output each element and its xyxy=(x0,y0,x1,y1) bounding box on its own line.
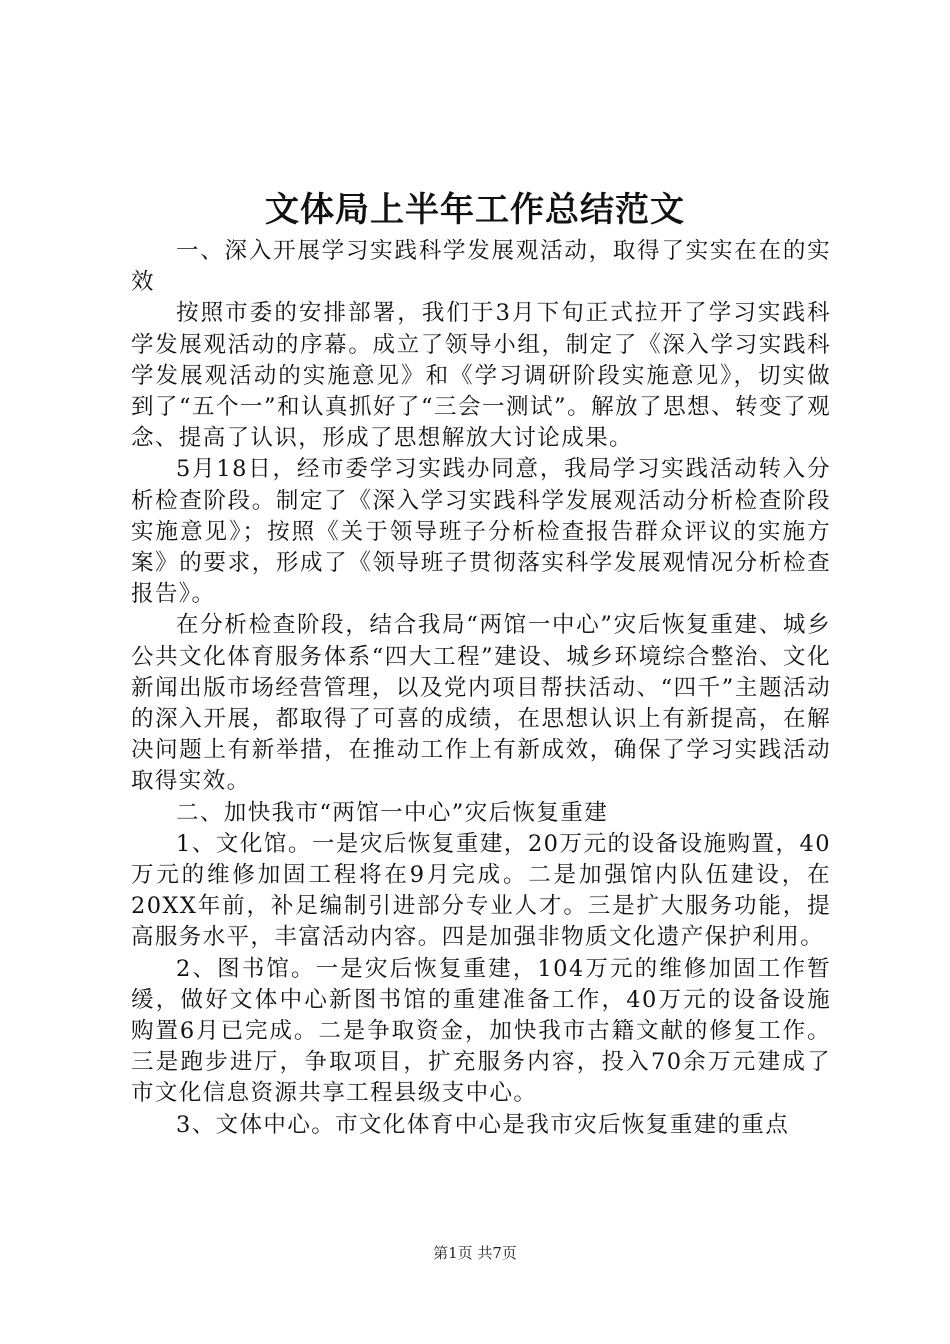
heading-section-1: 一、深入开展学习实践科学发展观活动，取得了实实在在的实效 xyxy=(131,238,831,296)
document-body xyxy=(131,236,831,1141)
paragraph: 在分析检查阶段，结合我局“两馆一中心”灾后恢复重建、城乡公共文化体育服务体系“四大工程”建设、城乡环境综合整治、文化新闻出版市场经营管理，以及党内项目帮扶活动、“四千”主题活动的深入开展，都取得了可喜的成绩，在思想认识上有新提高，在解决问题上有新举措，在推动工作上有新成效，确保了学习实践活动取得实效。 xyxy=(131,612,831,795)
paragraph: 1、文化馆。一是灾后恢复重建，20万元的设备设施购置，40万元的维修加固工程将在9月完成。二是加强馆内队伍建设，在20XX年前，补足编制引进部分专业人才。三是扩大服务功能，提高服务水平，丰富活动内容。四是加强非物质文化遗产保护利用。 xyxy=(131,830,831,951)
paragraph: 按照市委的安排部署，我们于3月下旬正式拉开了学习实践科学发展观活动的序幕。成立了领导小组，制定了《深入学习实践科学发展观活动的实施意见》和《学习调研阶段实施意见》，切实做到了“五个一”和认真抓好了“三会一测试”。解放了思想、转变了观念、提高了认识，形成了思想解放大讨论成果。 xyxy=(131,300,831,452)
page-number-footer: 第1页 共7页 xyxy=(433,1244,517,1262)
paragraph: 5月18日，经市委学习实践办同意，我局学习实践活动转入分析检查阶段。制定了《深入学习实践科学发展观活动分析检查阶段实施意见》；按照《关于领导班子分析检查报告群众评议的实施方案》的要求，形成了《领导班子贯彻落实科学发展观情况分析检查报告》。 xyxy=(131,456,831,608)
paragraph: 3、文体中心。市文化体育中心是我市灾后恢复重建的重点 xyxy=(176,1111,790,1138)
paragraph: 2、图书馆。一是灾后恢复重建，104万元的维修加固工作暂缓，做好文体中心新图书馆的重建准备工作，40万元的设备设施购置6月已完成。二是争取资金，加快我市古籍文献的修复工作。三是跑步进厅，争取项目，扩充服务内容，投入70余万元建成了市文化信息资源共享工程县级支中心。 xyxy=(131,955,831,1107)
document-title: 文体局上半年工作总结范文 xyxy=(265,190,685,230)
heading-section-2: 二、加快我市“两馆一中心”灾后恢复重建 xyxy=(176,799,609,826)
